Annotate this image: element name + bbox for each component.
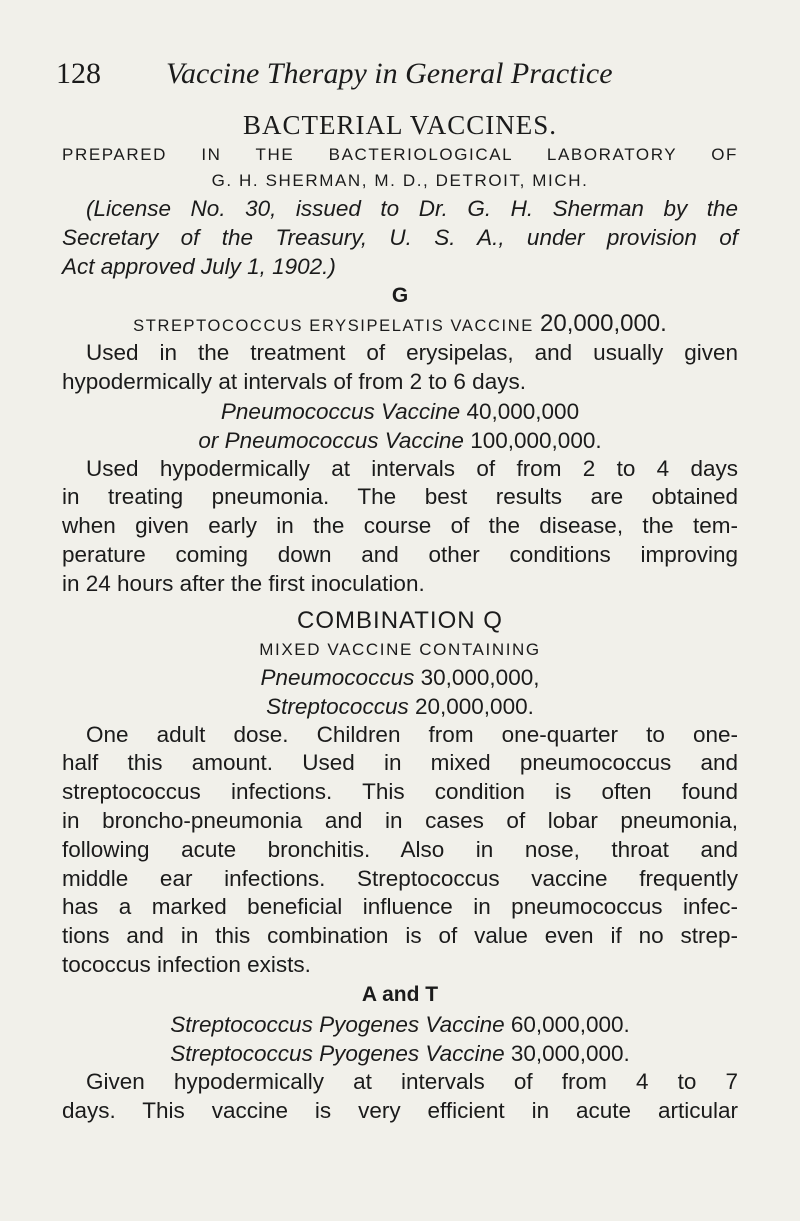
text-line: tococcus infection exists. — [62, 951, 311, 977]
text-line: tions and in this combination is of value even if no strep- — [62, 923, 738, 949]
text-line: has a marked beneficial influence in pneumococcus infec- — [62, 894, 738, 920]
text-line: streptococcus infections. This condition is often found — [62, 779, 738, 805]
combination-item-1-count: 30,000,000, — [420, 664, 540, 690]
text-line: in 24 hours after the first inoculation. — [62, 570, 425, 596]
text-line: Used hypodermically at intervals of from 2 to 4 days — [86, 455, 738, 481]
pneumococcus-line-2 — [62, 426, 738, 455]
vaccine-g-name: STREPTOCOCCUS ERYSIPELATIS VACCINE — [133, 317, 534, 335]
text-line: perature coming down and other conditions improving — [62, 541, 738, 567]
pneumococcus-count: 40,000,000 — [466, 398, 580, 424]
a-and-t-title: A and T — [361, 982, 439, 1006]
page-body — [62, 108, 738, 1125]
vaccine-g-count: 20,000,000. — [540, 310, 667, 337]
a-and-t-line-2 — [62, 1039, 738, 1068]
combination-item-1-name: Pneumococcus — [260, 664, 415, 690]
text-line: middle ear infections. Streptococcus vaccine frequently — [62, 865, 738, 891]
text-line: in broncho-pneumonia and in cases of lobar pneumonia, — [62, 807, 738, 833]
pneumococcus-name: Pneumococcus Vaccine — [220, 398, 461, 424]
a-and-t-line-1 — [62, 1010, 738, 1039]
a-and-t-line-2-name: Streptococcus Pyogenes Vaccine — [170, 1040, 505, 1066]
page-number: 128 — [56, 57, 101, 90]
section-title: BACTERIAL VACCINES. — [242, 110, 558, 140]
vaccine-g-heading — [62, 311, 738, 339]
combination-q-paragraph — [62, 721, 738, 980]
running-title: Vaccine Therapy in General Practice — [166, 57, 613, 90]
combination-q-subtitle: MIXED VACCINE CONTAINING — [259, 639, 541, 659]
license-note — [62, 194, 738, 281]
prepared-line-1: PREPARED IN THE BACTERIOLOGICAL LABORATORY OF — [62, 145, 738, 164]
a-and-t-line-1-count: 60,000,000. — [510, 1011, 630, 1037]
vaccine-g-paragraph — [62, 339, 738, 397]
combination-item-2-name: Streptococcus — [266, 693, 409, 719]
vaccine-letter-g: G — [391, 284, 409, 307]
combination-q-title: COMBINATION Q — [297, 606, 503, 634]
text-line: hypodermically at intervals of from 2 to 6 days. — [62, 368, 526, 394]
pneumococcus-alt-count: 100,000,000. — [470, 427, 602, 453]
text-line: One adult dose. Children from one-quarter to one- — [86, 721, 738, 747]
a-and-t-line-2-count: 30,000,000. — [510, 1040, 630, 1066]
pneumococcus-line-1 — [62, 397, 738, 426]
license-line: Act approved July 1, 1902.) — [62, 254, 336, 279]
license-line: (License No. 30, issued to Dr. G. H. Sherman by the — [86, 196, 738, 221]
license-line: Secretary of the Treasury, U. S. A., under provision of — [62, 225, 738, 250]
text-line: Used in the treatment of erysipelas, and usually given — [86, 340, 738, 365]
a-and-t-line-1-name: Streptococcus Pyogenes Vaccine — [170, 1011, 505, 1037]
a-and-t-paragraph — [62, 1068, 738, 1126]
pneumococcus-paragraph — [62, 455, 738, 599]
text-line: following acute bronchitis. Also in nose, throat and — [62, 836, 738, 862]
text-line: half this amount. Used in mixed pneumococcus and — [62, 750, 738, 776]
combination-item-1 — [62, 663, 738, 692]
text-line: when given early in the course of the disease, the tem- — [62, 513, 738, 539]
text-line: Given hypodermically at intervals of from 4 to 7 — [86, 1068, 738, 1094]
prepared-line-2: G. H. SHERMAN, M. D., DETROIT, MICH. — [211, 171, 589, 190]
text-line: days. This vaccine is very efficient in acute articular — [62, 1097, 738, 1123]
text-line: in treating pneumonia. The best results are obtained — [62, 484, 738, 510]
combination-item-2 — [62, 692, 738, 721]
combination-item-2-count: 20,000,000. — [414, 693, 534, 719]
pneumococcus-alt-name: or Pneumococcus Vaccine — [198, 427, 464, 453]
